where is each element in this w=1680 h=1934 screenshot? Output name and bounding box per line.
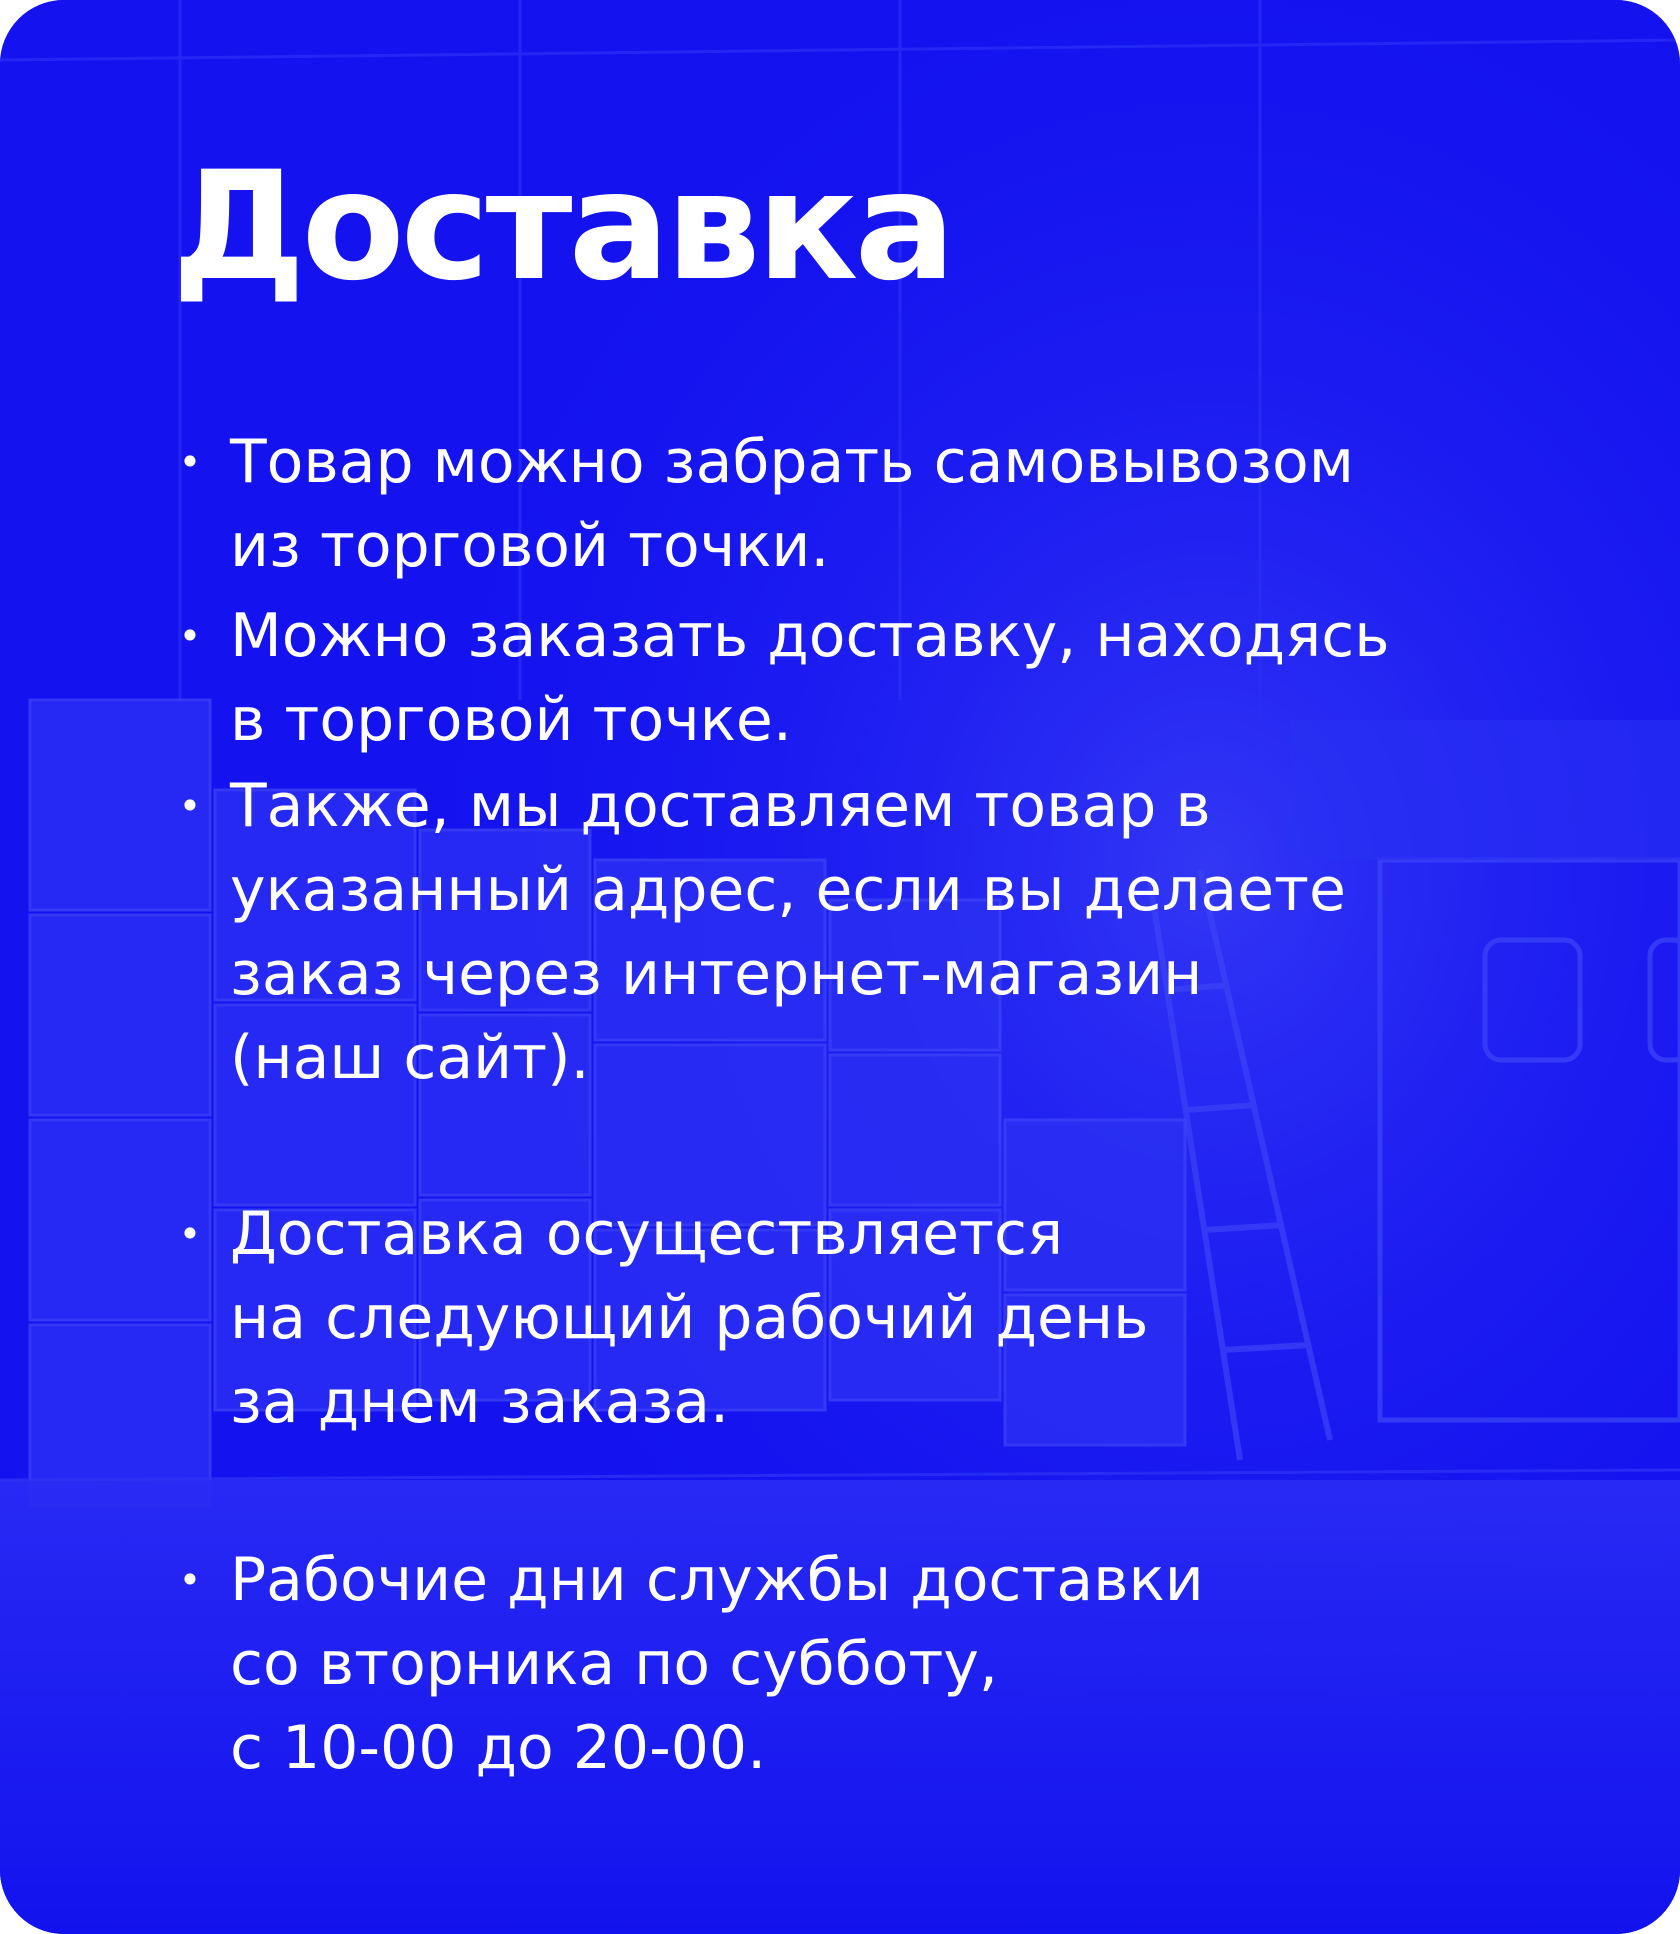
bullet-icon: • — [178, 440, 202, 484]
list-item-line: Рабочие дни службы доставки — [230, 1545, 1204, 1615]
list-item-line: Также, мы доставляем товар в — [230, 771, 1211, 841]
list-item-line: в торговой точке. — [230, 685, 792, 755]
list-item-line: заказ через интернет-магазин — [230, 939, 1203, 1009]
list-item-pickup — [178, 420, 1530, 588]
list-item-line: с 10-00 до 20-00. — [230, 1713, 767, 1783]
list-item-line: со вторника по субботу, — [230, 1629, 998, 1699]
list-item-line: указанный адрес, если вы делаете — [230, 855, 1346, 925]
list-item-line: из торговой точки. — [230, 511, 830, 581]
list-item-online-delivery — [178, 764, 1530, 1100]
list-item-line: Можно заказать доставку, находясь — [230, 601, 1390, 671]
bullet-icon: • — [178, 1558, 202, 1602]
list-item-delivery-schedule — [178, 1192, 1530, 1444]
page-title: Доставка — [172, 140, 952, 314]
list-item-line: Товар можно забрать самовывозом — [230, 427, 1355, 497]
bullet-icon: • — [178, 614, 202, 658]
list-item-order-in-store — [178, 594, 1530, 762]
list-item-line: (наш сайт). — [230, 1023, 590, 1093]
list-item-working-days — [178, 1538, 1530, 1790]
list-item-line: Доставка осуществляется — [230, 1199, 1064, 1269]
list-item-line: за днем заказа. — [230, 1367, 730, 1437]
list-item-line: на следующий рабочий день — [230, 1283, 1149, 1353]
bullet-icon: • — [178, 1212, 202, 1256]
bullet-icon: • — [178, 784, 202, 828]
